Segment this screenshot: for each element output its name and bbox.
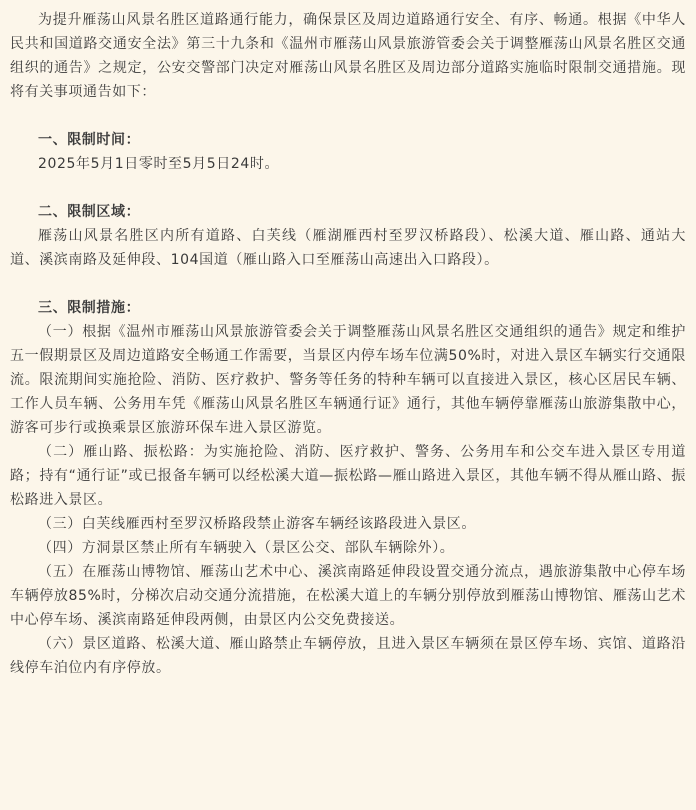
measure-item-3: （三）白芙线雁西村至罗汉桥路段禁止游客车辆经该路段进入景区。 (38, 516, 476, 532)
measure-item-5: （五）在雁荡山博物馆、雁荡山艺术中心、溪滨南路延伸段设置交通分流点，遇旅游集散中心停车场车辆停放85%时，分梯次启动交通分流措施，在松溪大道上的车辆分别停放到雁荡山博物馆、雁荡山艺术中心停车场、溪滨南路延伸段两侧，由景区内公交免费接送。 (10, 564, 686, 628)
section-heading-area: 二、限制区域： (38, 204, 141, 220)
measure-item-6: （六）景区道路、松溪大道、雁山路禁止车辆停放，且进入景区车辆须在景区停车场、宾馆、道路沿线停车泊位内有序停放。 (10, 636, 686, 676)
measure-item-4: （四）方洞景区禁止所有车辆驶入（景区公交、部队车辆除外）。 (38, 540, 455, 556)
section-heading-measures: 三、限制措施： (38, 300, 141, 316)
measure-item-2: （二）雁山路、振松路：为实施抢险、消防、医疗救护、警务、公务用车和公交车进入景区专用道路；持有“通行证”或已报备车辆可以经松溪大道—振松路—雁山路进入景区，其他车辆不得从雁山路、振松路进入景区。 (10, 444, 686, 508)
spacer (10, 272, 686, 296)
section-body-area: 雁荡山风景名胜区内所有道路、白芙线（雁湖雁西村至罗汉桥路段）、松溪大道、雁山路、通站大道、溪滨南路及延伸段、104国道（雁山路入口至雁荡山高速出入口路段）。 (10, 228, 686, 268)
measure-item-1: （一）根据《温州市雁荡山风景旅游管委会关于调整雁荡山风景名胜区交通组织的通告》规定和维护五一假期景区及周边道路安全畅通工作需要，当景区内停车场车位满50%时，对进入景区车辆实行交通限流。限流期间实施抢险、消防、医疗救护、警务等任务的特种车辆可以直接进入景区，核心区居民车辆、工作人员车辆、公务用车凭《雁荡山风景名胜区车辆通行证》通行，其他车辆停靠雁荡山旅游集散中心，游客可步行或换乘景区旅游环保车进入景区游览。 (10, 324, 686, 436)
section-body-time: 2025年5月1日零时至5月5日24时。 (38, 156, 280, 172)
spacer (10, 104, 686, 128)
intro-paragraph: 为提升雁荡山风景名胜区道路通行能力，确保景区及周边道路通行安全、有序、畅通。根据《中华人民共和国道路交通安全法》第三十九条和《温州市雁荡山风景旅游管委会关于调整雁荡山风景名胜区交通组织的通告》之规定，公安交警部门决定对雁荡山风景名胜区及周边部分道路实施临时限制交通措施。现将有关事项通告如下： (10, 12, 686, 100)
section-heading-time: 一、限制时间： (38, 132, 141, 148)
spacer (10, 176, 686, 200)
